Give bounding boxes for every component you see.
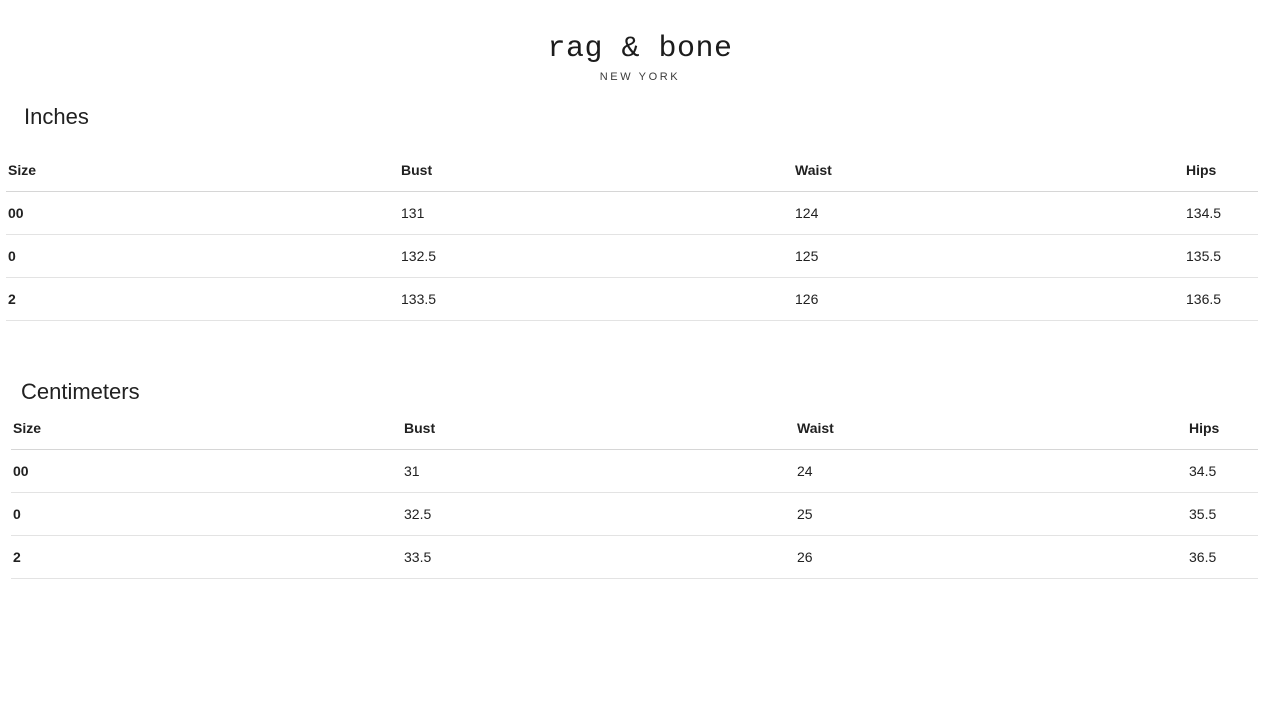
bust-cell: 33.5 xyxy=(402,536,795,579)
column-header-waist: Waist xyxy=(793,149,1184,192)
waist-cell: 124 xyxy=(793,192,1184,235)
table-row xyxy=(11,536,1258,579)
hips-cell: 134.5 xyxy=(1184,192,1258,235)
waist-cell: 126 xyxy=(793,278,1184,321)
column-header-size: Size xyxy=(11,407,402,450)
column-header-hips: Hips xyxy=(1187,407,1258,450)
table-row xyxy=(6,192,1258,235)
hips-cell: 135.5 xyxy=(1184,235,1258,278)
table-row xyxy=(11,450,1258,493)
hips-cell: 136.5 xyxy=(1184,278,1258,321)
waist-cell: 25 xyxy=(795,493,1187,536)
waist-cell: 125 xyxy=(793,235,1184,278)
size-cell: 2 xyxy=(11,536,402,579)
bust-cell: 131 xyxy=(399,192,793,235)
table-header-row xyxy=(11,407,1258,450)
table-row xyxy=(6,235,1258,278)
bust-cell: 31 xyxy=(402,450,795,493)
table-row xyxy=(11,493,1258,536)
brand-logo: rag & bone xyxy=(547,32,733,66)
column-header-size: Size xyxy=(6,149,399,192)
brand-header xyxy=(0,0,1280,84)
waist-cell: 26 xyxy=(795,536,1187,579)
inches-section xyxy=(0,102,1280,321)
centimeters-section xyxy=(0,377,1280,579)
size-cell: 00 xyxy=(6,192,399,235)
size-cell: 0 xyxy=(11,493,402,536)
inches-heading: Inches xyxy=(24,104,89,129)
size-cell: 00 xyxy=(11,450,402,493)
size-cell: 2 xyxy=(6,278,399,321)
brand-subtitle: NEW YORK xyxy=(599,71,681,83)
size-cell: 0 xyxy=(6,235,399,278)
column-header-waist: Waist xyxy=(795,407,1187,450)
hips-cell: 36.5 xyxy=(1187,536,1258,579)
centimeters-heading: Centimeters xyxy=(21,379,140,404)
inches-table xyxy=(6,149,1258,321)
column-header-bust: Bust xyxy=(399,149,793,192)
table-row xyxy=(6,278,1258,321)
waist-cell: 24 xyxy=(795,450,1187,493)
column-header-bust: Bust xyxy=(402,407,795,450)
bust-cell: 32.5 xyxy=(402,493,795,536)
table-header-row xyxy=(6,149,1258,192)
bust-cell: 132.5 xyxy=(399,235,793,278)
column-header-hips: Hips xyxy=(1184,149,1258,192)
centimeters-table xyxy=(11,407,1258,579)
bust-cell: 133.5 xyxy=(399,278,793,321)
hips-cell: 34.5 xyxy=(1187,450,1258,493)
hips-cell: 35.5 xyxy=(1187,493,1258,536)
